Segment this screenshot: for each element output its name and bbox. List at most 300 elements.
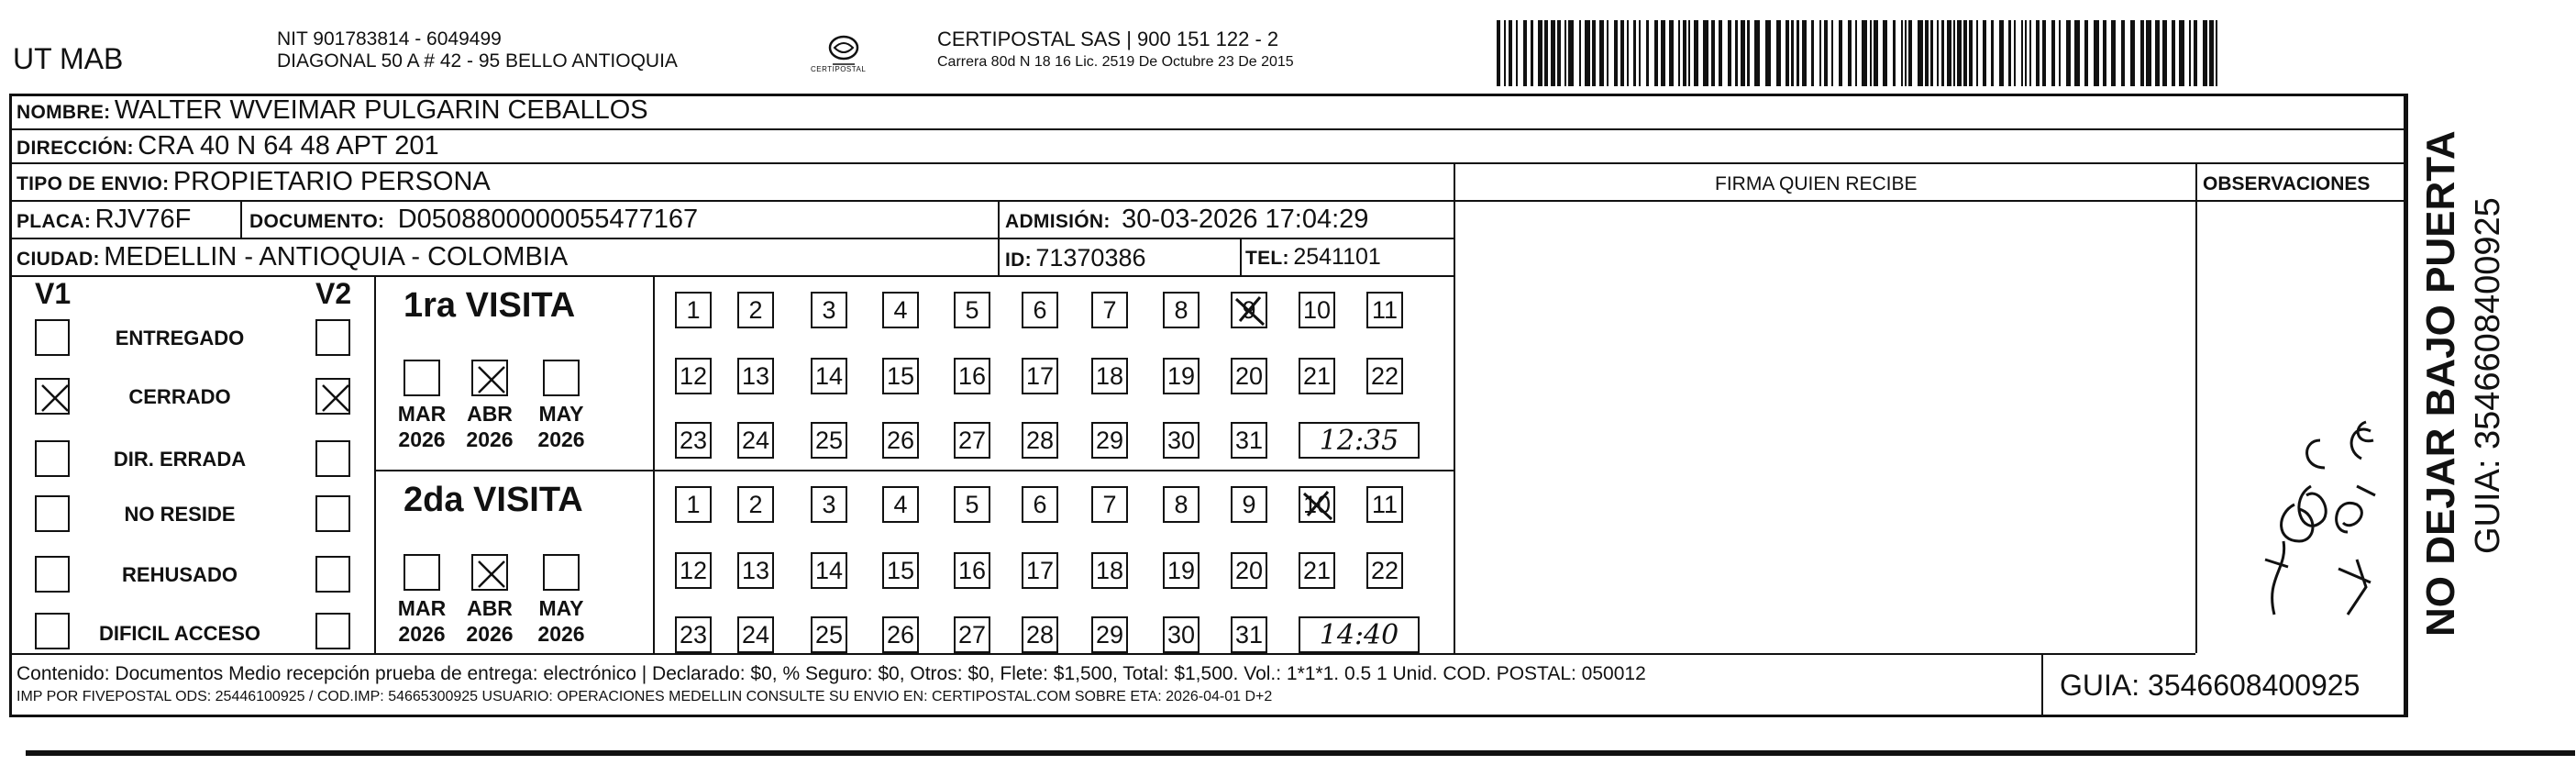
day-number: 21 [1302,556,1332,584]
day-number: 24 [741,426,770,454]
ciudad-cell [17,244,568,271]
barcode-bar [2094,20,2099,86]
status-label: ENTREGADO [115,327,245,349]
day-number: 23 [679,426,708,454]
barcode-bar [2014,20,2016,86]
day-number: 14 [814,361,844,390]
id-label: ID: [1005,249,1032,271]
day-box[interactable] [1091,292,1128,328]
day-number: 26 [886,426,915,454]
barcode-bar [1741,20,1745,86]
day-box[interactable] [1163,292,1200,328]
direccion-label: DIRECCIÓN: [17,138,134,159]
barcode-bar [2066,20,2071,86]
day-box[interactable] [1163,616,1200,653]
barcode-bar [2121,20,2125,86]
day-box[interactable] [811,552,847,589]
v2-checkbox[interactable] [315,319,350,356]
barcode-bar [1747,20,1750,86]
day-number: 4 [893,490,908,518]
month-label: MAY [538,596,584,620]
observaciones-handwriting [2210,266,2403,633]
month-label: MAY [538,402,584,426]
day-box[interactable] [882,422,919,459]
barcode-bar [1765,20,1771,86]
barcode-bar [2216,20,2217,86]
day-box[interactable] [882,292,919,328]
barcode-bar [1819,20,1821,86]
day-number: 9 [1242,295,1256,324]
company-nit: NIT 901783814 - 6049499 [277,28,502,50]
barcode-bar [2146,20,2151,86]
month-label: ABR [467,596,513,620]
footer-guia: GUIA: 3546608400925 [2060,669,2360,702]
day-number: 20 [1234,361,1264,390]
day-box[interactable] [1091,616,1128,653]
day-box[interactable] [1366,552,1403,589]
day-box[interactable] [1231,292,1267,328]
month-year: 2026 [466,622,514,646]
contenido-text: Contenido: Documentos Medio recepción prueba de entrega: electrónico | Declarado: $0, % Seguro: $0, Otros: $0, Flete: $1,500, Total: $1,500. Vol.: 1*1*1. 0.5 1 Unid. COD. POSTAL: 050012 [17,663,1646,684]
barcode-bar [1848,20,1852,86]
barcode-bar [2172,20,2175,86]
day-box[interactable] [1163,486,1200,523]
day-box[interactable] [1366,292,1403,328]
barcode-bar [2059,20,2061,86]
barcode-bar [1905,20,1907,86]
day-box[interactable] [811,486,847,523]
day-number: 18 [1095,361,1124,390]
day-number: 6 [1033,490,1047,518]
day-number: 30 [1166,620,1196,649]
firma-header: FIRMA QUIEN RECIBE [1715,173,1918,194]
barcode-bar [1893,20,1896,86]
barcode-bar [1661,20,1665,86]
barcode-bar [1937,20,1939,86]
month-label: ABR [467,402,513,426]
barcode-bar [1947,20,1951,86]
v2-checkbox[interactable] [315,378,350,415]
barcode-bar [1614,20,1618,86]
day-number: 6 [1033,295,1047,324]
direccion-row [17,133,439,160]
day-number: 11 [1371,295,1399,324]
day-number: 13 [741,556,770,584]
barcode-bar [1599,20,1604,86]
barcode-bar [1969,20,1973,86]
day-box[interactable] [1022,552,1058,589]
barcode-bar [1831,20,1833,86]
barcode-bar [2029,20,2031,86]
status-label: DIFICIL ACCESO [98,622,260,645]
day-number: 8 [1174,295,1188,324]
barcode-bar [2036,20,2040,86]
day-number: 19 [1166,361,1196,390]
day-box[interactable] [1022,358,1058,394]
barcode-bar [2111,20,2116,86]
day-number: 12 [679,556,708,584]
day-number: 2 [748,295,763,324]
visit-time-box[interactable] [1299,422,1420,459]
ciudad-label: CIUDAD: [17,249,100,270]
day-box[interactable] [954,292,990,328]
barcode-bar [1627,20,1629,86]
day-box[interactable] [675,486,712,523]
day-box[interactable] [954,552,990,589]
month-year: 2026 [537,427,585,451]
barcode-bar [2051,20,2055,86]
status-label: DIR. ERRADA [113,448,247,471]
barcode-bar [1786,20,1789,86]
placa-label: PLACA: [17,211,92,232]
tel-cell [1245,246,1381,269]
barcode-bar [1719,20,1722,86]
day-number: 31 [1234,620,1264,649]
day-box[interactable] [811,358,847,394]
barcode-bar [2025,20,2027,86]
barcode-bar [1711,20,1715,86]
month-checkbox[interactable] [471,554,508,591]
v2-checkbox[interactable] [315,440,350,477]
barcode-bar [1557,20,1561,86]
day-number: 16 [957,361,987,390]
day-box[interactable] [1231,616,1267,653]
day-number: 22 [1370,556,1399,584]
logo-icon [807,28,880,83]
day-box[interactable] [1091,358,1128,394]
day-box[interactable] [1163,422,1200,459]
month-year: 2026 [537,622,585,646]
company-address: DIAGONAL 50 A # 42 - 95 BELLO ANTIOQUIA [277,50,678,72]
day-number: 3 [822,295,836,324]
day-number: 27 [957,620,987,649]
barcode-bar [1983,20,1986,86]
barcode-bar [1607,20,1609,86]
barcode-bar [1509,20,1512,86]
barcode-bar [1862,20,1867,86]
day-box[interactable] [737,358,774,394]
barcode-bar [1791,20,1794,86]
day-number: 15 [886,556,915,584]
barcode-bar [2179,20,2184,86]
day-box[interactable] [1299,552,1335,589]
day-box[interactable] [811,422,847,459]
barcode-bar [1564,20,1566,86]
day-box[interactable] [1366,358,1403,394]
day-box[interactable] [954,358,990,394]
tipo-envio-value: PROPIETARIO PERSONA [172,167,491,196]
day-box[interactable] [1299,358,1335,394]
barcode-bar [1855,20,1857,86]
barcode-bar [1735,20,1738,86]
barcode-bar [1678,20,1680,86]
day-number: 31 [1234,426,1264,454]
placa-cell [17,206,191,233]
barcode-bar [2021,20,2023,86]
day-box[interactable] [675,552,712,589]
day-box[interactable] [675,422,712,459]
barcode-bar [1776,20,1781,86]
barcode-bar [1976,20,1978,86]
day-number: 24 [741,620,770,649]
day-number: 10 [1302,295,1332,324]
visit-time-box[interactable] [1299,616,1420,653]
day-number: 3 [822,490,836,518]
day-number: 27 [957,426,987,454]
barcode-bar [1754,20,1760,86]
nombre-value: WALTER WVEIMAR PULGARIN CEBALLOS [114,95,648,125]
barcode-bar [1592,20,1596,86]
day-box[interactable] [737,486,774,523]
documento-label: DOCUMENTO: [249,211,385,232]
month-label: MAR [397,402,447,426]
day-mark [1233,294,1267,335]
day-number: 20 [1234,556,1264,584]
day-number: 28 [1025,620,1055,649]
barcode-bar [1544,20,1548,86]
day-number: 16 [957,556,987,584]
day-box[interactable] [675,616,712,653]
day-box[interactable] [882,552,919,589]
month-checkbox[interactable] [404,360,440,396]
barcode-bar [1941,20,1944,86]
day-number: 4 [893,295,908,324]
day-box[interactable] [1022,486,1058,523]
documento-value: D0508800000055477167 [397,205,699,234]
day-number: 1 [686,295,701,324]
carrier-name: CERTIPOSTAL SAS | 900 151 122 - 2 [937,28,1279,50]
barcode-bar [1646,20,1649,86]
barcode-bar [1901,20,1903,86]
barcode-bar [2189,20,2191,86]
day-box[interactable] [737,422,774,459]
barcode-bar [1497,20,1500,86]
tel-value: 2541101 [1293,244,1381,270]
day-box[interactable] [882,616,919,653]
barcode-bar [1839,20,1842,86]
day-box[interactable] [675,358,712,394]
documento-cell [249,206,698,233]
company-short-name: UT MAB [13,42,124,75]
direccion-value: CRA 40 N 64 48 APT 201 [138,131,439,161]
day-box[interactable] [1231,422,1267,459]
nombre-label: NOMBRE: [17,102,111,123]
barcode-bar [1639,20,1641,86]
day-number: 7 [1102,295,1117,324]
day-box[interactable] [1231,552,1267,589]
no-dejar-bajo-puerta: NO DEJAR BAJO PUERTA [2418,130,2463,637]
barcode [1497,20,2219,86]
barcode-bar [1824,20,1828,86]
day-number: 29 [1095,620,1124,649]
day-number: 25 [814,620,844,649]
barcode-bar [1504,20,1506,86]
barcode-bar [1802,20,1807,86]
barcode-bar [1925,20,1929,86]
day-number: 12 [679,361,708,390]
admision-value: 30-03-2026 17:04:29 [1122,205,1369,234]
v2-header: V2 [315,277,352,310]
id-cell [1005,246,1146,271]
day-box[interactable] [1022,616,1058,653]
handwriting-icon [2210,266,2403,633]
day-box[interactable] [811,292,847,328]
day-number: 22 [1370,361,1399,390]
barcode-bar [2074,20,2080,86]
v1-header: V1 [35,277,72,310]
month-year: 2026 [466,427,514,451]
barcode-bar [1568,20,1574,86]
barcode-bar [2130,20,2135,86]
barcode-bar [1811,20,1814,86]
barcode-bar [1991,20,1994,86]
day-number: 7 [1102,490,1117,518]
day-box[interactable] [1231,358,1267,394]
day-number: 14 [814,556,844,584]
day-number: 13 [741,361,770,390]
visit-time: 12:35 [1319,424,1399,457]
month-checkbox[interactable] [404,554,440,591]
day-box[interactable] [1299,292,1335,328]
barcode-bar [1703,20,1708,86]
day-number: 28 [1025,426,1055,454]
barcode-bar [2008,20,2011,86]
barcode-bar [1551,20,1555,86]
barcode-bar [2084,20,2088,86]
carrier-license: Carrera 80d N 18 16 Lic. 2519 De Octubre 23 De 2015 [937,54,1294,70]
day-box[interactable] [1163,358,1200,394]
day-number: 11 [1371,490,1399,518]
day-number: 21 [1302,361,1332,390]
placa-value: RJV76F [94,205,192,234]
logo-caption: CERTIPOSTAL [811,65,867,73]
day-box[interactable] [1091,422,1128,459]
day-box[interactable] [675,292,712,328]
barcode-bar [1688,20,1690,86]
barcode-bar [1957,20,1962,86]
v2-checkbox[interactable] [315,613,350,649]
month-checkbox[interactable] [543,360,580,396]
day-box[interactable] [811,616,847,653]
barcode-bar [1963,20,1967,86]
barcode-bar [1538,20,1542,86]
day-box[interactable] [954,616,990,653]
day-number: 17 [1025,556,1055,584]
day-box[interactable] [737,292,774,328]
day-number: 29 [1095,426,1124,454]
imp-text: IMP POR FIVEPOSTAL ODS: 25446100925 / COD.IMP: 54665300925 USUARIO: OPERACIONES MEDELLIN CONSULTE SU ENVIO EN: CERTIPOSTAL.COM SOBRE ETA: 2026-04-01 D+2 [17,689,1273,704]
barcode-bar [1883,20,1887,86]
admision-cell [1005,206,1368,233]
barcode-bar [1669,20,1674,86]
v2-checkbox[interactable] [315,556,350,593]
v2-checkbox[interactable] [315,495,350,532]
day-box[interactable] [882,358,919,394]
status-label: CERRADO [128,385,231,408]
visit-title: 1ra VISITA [404,286,576,325]
barcode-bar [1999,20,2004,86]
barcode-bar [2042,20,2046,86]
day-number: 1 [686,490,701,518]
day-box[interactable] [1231,486,1267,523]
tipo-envio-row [17,169,491,195]
barcode-bar [1620,20,1624,86]
day-box[interactable] [954,422,990,459]
barcode-bar [1953,20,1955,86]
visit-title: 2da VISITA [404,481,583,519]
barcode-bar [1523,20,1527,86]
month-label: MAR [397,596,447,620]
day-box[interactable] [1022,292,1058,328]
observaciones-header: OBSERVACIONES [2203,173,2371,194]
month-year: 2026 [398,427,446,451]
month-year: 2026 [398,622,446,646]
barcode-bar [1870,20,1872,86]
day-mark [1300,488,1335,529]
day-box[interactable] [1366,486,1403,523]
day-number: 8 [1174,490,1188,518]
barcode-bar [1531,20,1533,86]
barcode-bar [1918,20,1923,86]
day-number: 10 [1302,490,1332,518]
barcode-bar [1683,20,1686,86]
month-checkbox[interactable] [471,360,508,396]
day-box[interactable] [737,552,774,589]
status-label: NO RESIDE [124,503,236,526]
barcode-bar [1516,20,1518,86]
barcode-bar [2194,20,2197,86]
barcode-bar [2203,20,2207,86]
month-checkbox[interactable] [543,554,580,591]
ciudad-value: MEDELLIN - ANTIOQUIA - COLOMBIA [104,242,569,272]
id-value: 71370386 [1035,244,1146,272]
day-number: 5 [965,295,979,324]
day-number: 2 [748,490,763,518]
visit-time: 14:40 [1319,618,1399,651]
day-number: 17 [1025,361,1055,390]
barcode-bar [1654,20,1658,86]
nombre-row [17,97,648,124]
day-box[interactable] [1163,552,1200,589]
day-box[interactable] [1299,486,1335,523]
day-box[interactable] [1022,422,1058,459]
certipostal-logo [807,28,880,83]
day-box[interactable] [1091,552,1128,589]
barcode-bar [1694,20,1698,86]
barcode-graphic [1497,20,2219,86]
day-box[interactable] [737,616,774,653]
barcode-bar [1579,20,1581,86]
day-number: 5 [965,490,979,518]
barcode-bar [1797,20,1799,86]
day-number: 18 [1095,556,1124,584]
barcode-bar [1908,20,1912,86]
tel-label: TEL: [1245,248,1289,269]
barcode-bar [2140,20,2144,86]
day-number: 30 [1166,426,1196,454]
barcode-bar [1874,20,1878,86]
day-number: 15 [886,361,915,390]
barcode-bar [2209,20,2214,86]
barcode-bar [1633,20,1636,86]
admision-label: ADMISIÓN: [1005,211,1111,232]
day-number: 26 [886,620,915,649]
day-box[interactable] [1091,486,1128,523]
day-box[interactable] [882,486,919,523]
side-guia: GUIA: 3546608400925 [2469,197,2507,554]
day-box[interactable] [954,486,990,523]
barcode-bar [2155,20,2160,86]
